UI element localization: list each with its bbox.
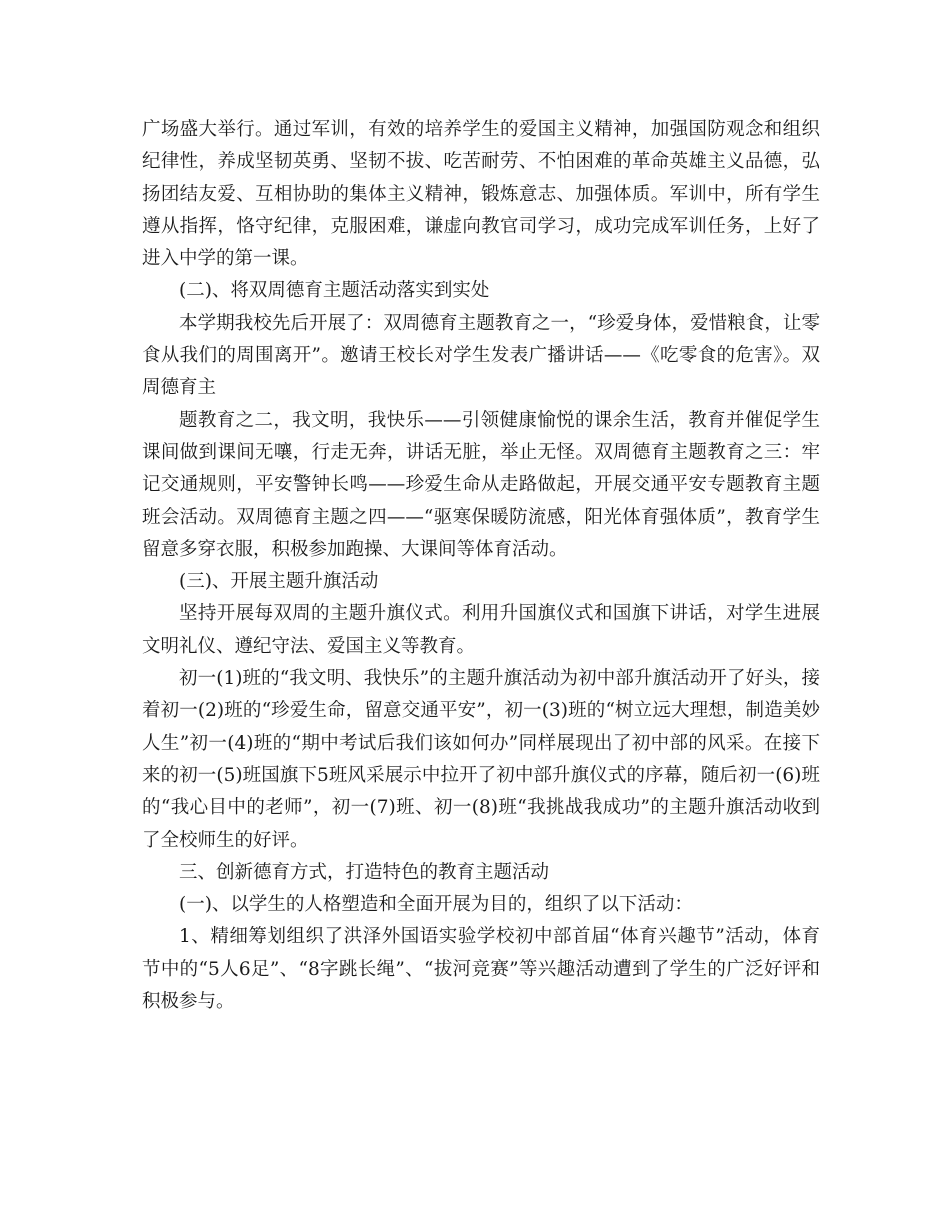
- section-heading-flag-raising: (三)、开展主题升旗活动: [179, 571, 379, 593]
- paragraph-class-flag-activities: 初一(1)班的“我文明、我快乐”的主题升旗活动为初中部升旗活动开了好头，接着初一(2)班的“珍爱生命，留意交通平安”，初一(3)班的“树立远大理想，制造美妙人生”初一(4)班的“期中考试后我们该如何办”同样展现出了初中部的风采。在接下来的初一(5)班国旗下5班风采展示中拉开了初中部升旗仪式的序幕，随后初一(6)班的“我心目中的老师”，初一(7)班、初一(8)班“我挑战我成功”的主题升旗活动收到了全校师生的好评。: [142, 668, 820, 851]
- paragraph-sports-festival: 1、精细筹划组织了洪泽外国语实验学校初中部首届“体育兴趣节”活动，体育节中的“5人6足”、“8字跳长绳”、“拔河竞赛”等兴趣活动遭到了学生的广泛好评和积极参与。: [142, 926, 820, 1013]
- section-heading-biweekly-moral-education: (二)、将双周德育主题活动落实到实处: [179, 280, 490, 302]
- paragraph-military-training: 广场盛大举行。通过军训，有效的培养学生的爱国主义精神，加强国防观念和组织纪律性，养成坚韧英勇、坚韧不拔、吃苦耐劳、不怕困难的革命英雄主义品德，弘扬团结友爱、互相协助的集体主义精神，锻炼意志、加强体质。军训中，所有学生遵从指挥，恪守纪律，克服困难，谦虚向教官司学习，成功完成军训任务，上好了进入中学的第一课。: [142, 119, 820, 270]
- subsection-heading-personality-shaping: (一)、以学生的人格塑造和全面开展为目的，组织了以下活动：: [179, 894, 693, 916]
- paragraph-biweekly-theme-two-to-four: 题教育之二，我文明，我快乐——引领健康愉悦的课余生活，教育并催促学生课间做到课间无嚷，行走无奔，讲话无脏，举止无怪。双周德育主题教育之三：牢记交通规则，平安警钟长鸣——珍爱生命从走路做起，开展交通平安专题教育主题班会活动。双周德育主题之四——“驱寒保暖防流感，阳光体育强体质”，教育学生留意多穿衣服，积极参加跑操、大课间等体育活动。: [142, 409, 820, 560]
- paragraph-flag-raising-ceremony: 坚持开展每双周的主题升旗仪式。利用升国旗仪式和国旗下讲话，对学生进展文明礼仪、遵纪守法、爱国主义等教育。: [142, 603, 820, 657]
- document-body: [142, 114, 820, 1018]
- paragraph-biweekly-theme-one: 本学期我校先后开展了：双周德育主题教育之一，“珍爱身体，爱惜粮食，让零食从我们的周围离开”。邀请王校长对学生发表广播讲话——《吃零食的危害》。双周德育主: [142, 312, 820, 399]
- section-heading-innovative-moral-education: 三、创新德育方式，打造特色的教育主题活动: [179, 861, 550, 883]
